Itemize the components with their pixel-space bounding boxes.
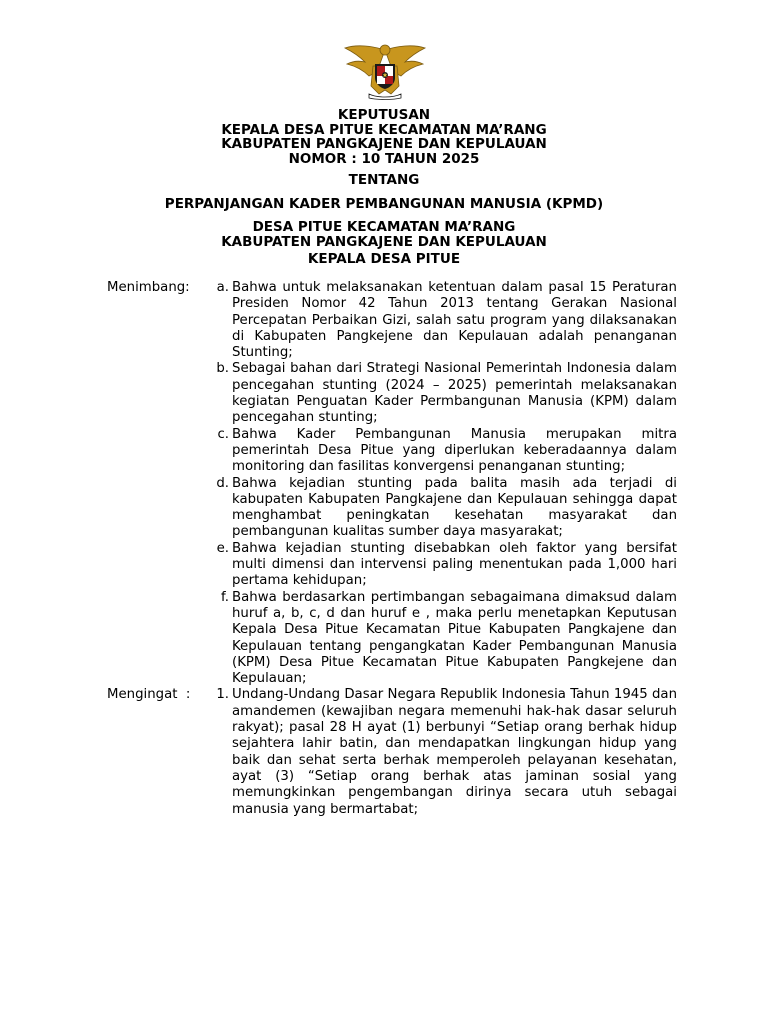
decree-subject: PERPANJANGAN KADER PEMBANGUNAN MANUSIA (KPMD): [164, 196, 604, 212]
list-item: [203, 361, 677, 426]
garuda-emblem-icon: [343, 42, 427, 100]
mengingat-section: [107, 687, 677, 817]
list-item: [203, 427, 677, 476]
item-marker: c.: [217, 426, 229, 442]
item-marker: 1.: [216, 687, 229, 703]
item-text: Bahwa berdasarkan pertimbangan sebagaimana dimaksud dalam huruf a, b, c, d dan huruf e , maka perlu menetapkan Keputusan Kepala Desa Pitue Kecamatan Pitue Kabupaten Pangkajene dan Kepulauan tentang pengangkatan Kader Pembangunan Manusia (KPM) Desa Pitue Kecamatan Pitue Kabupaten Pangkejene dan Kepulauan;: [232, 589, 677, 687]
item-text: Undang-Undang Dasar Negara Republik Indonesia Tahun 1945 dan amandemen (kewajiban negara memenuhi hak-hak dasar seluruh rakyat); pasal 28 H ayat (1) berbunyi “Setiap orang berhak hidup sejahtera lahir batin, dan mendapatkan lingkungan hidup yang baik dan sehat serta berhak memperoleh pelayanan kesehatan, ayat (3) “Setiap orang berhak atas jaminan sosial yang memungkinkan pengembangan dirinya secara utuh sebagai manusia yang bermartabat;: [232, 687, 677, 817]
menimbang-list: [203, 280, 677, 687]
tentang-heading: TENTANG: [348, 172, 420, 188]
village-head-title: KEPALA DESA PITUE: [307, 251, 461, 267]
item-marker: f.: [221, 589, 229, 605]
list-item: [203, 280, 677, 361]
mengingat-label: Mengingat :: [107, 687, 191, 703]
list-item: [203, 590, 677, 688]
item-marker: e.: [216, 540, 229, 556]
menimbang-label: Menimbang:: [107, 280, 190, 295]
list-item: [203, 687, 677, 817]
village-block: [0, 220, 768, 249]
item-marker: b.: [216, 361, 229, 377]
list-item: [203, 541, 677, 590]
decree-body: [107, 280, 677, 818]
village-regency-line: KABUPATEN PANGKAJENE DAN KEPULAUAN: [221, 233, 547, 250]
item-marker: a.: [216, 280, 229, 295]
item-text: Bahwa untuk melaksanakan ketentuan dalam pasal 15 Peraturan Presiden Nomor 42 Tahun 2013 tentang Gerakan Nasional Percepatan Perbaikan Gizi, salah satu program yang dilaksanakan di Kabupaten Pangkejene dan Kepulauan adalah penanganan Stunting;: [232, 280, 677, 361]
item-text: Bahwa Kader Pembangunan Manusia merupakan mitra pemerintah Desa Pitue yang diperlukan keberadaannya dalam monitoring dan fasilitas konvergensi penanganan stunting;: [232, 426, 677, 475]
regency-line: KABUPATEN PANGKAJENE DAN KEPULAUAN: [221, 136, 547, 152]
item-text: Bahwa kejadian stunting pada balita masih ada terjadi di kabupaten Kabupaten Pangkajene dan Kepulauan sehingga dapat menghambat peningkatan kesehatan masyarakat dan pembangunan kualitas sumber daya masyarakat;: [232, 475, 677, 540]
decree-number: NOMOR : 10 TAHUN 2025: [288, 150, 480, 167]
decree-header: [0, 108, 768, 166]
village-line: DESA PITUE KECAMATAN MA’RANG: [252, 219, 516, 235]
item-marker: d.: [216, 475, 229, 491]
item-text: Bahwa kejadian stunting disebabkan oleh faktor yang bersifat multi dimensi dan intervensi paling menentukan pada 1,000 hari pertama kehidupan;: [232, 540, 677, 589]
menimbang-section: [107, 280, 677, 687]
issuer-line: KEPALA DESA PITUE KECAMATAN MA’RANG: [221, 121, 547, 138]
list-item: [203, 476, 677, 541]
item-text: Sebagai bahan dari Strategi Nasional Pemerintah Indonesia dalam pencegahan stunting (2024 – 2025) pemerintah melaksanakan kegiatan Penguatan Kader Permbangunan Manusia (KPM) dalam pencegahan stunting;: [232, 361, 677, 426]
mengingat-list: [203, 687, 677, 817]
decree-type: KEPUTUSAN: [337, 107, 431, 123]
